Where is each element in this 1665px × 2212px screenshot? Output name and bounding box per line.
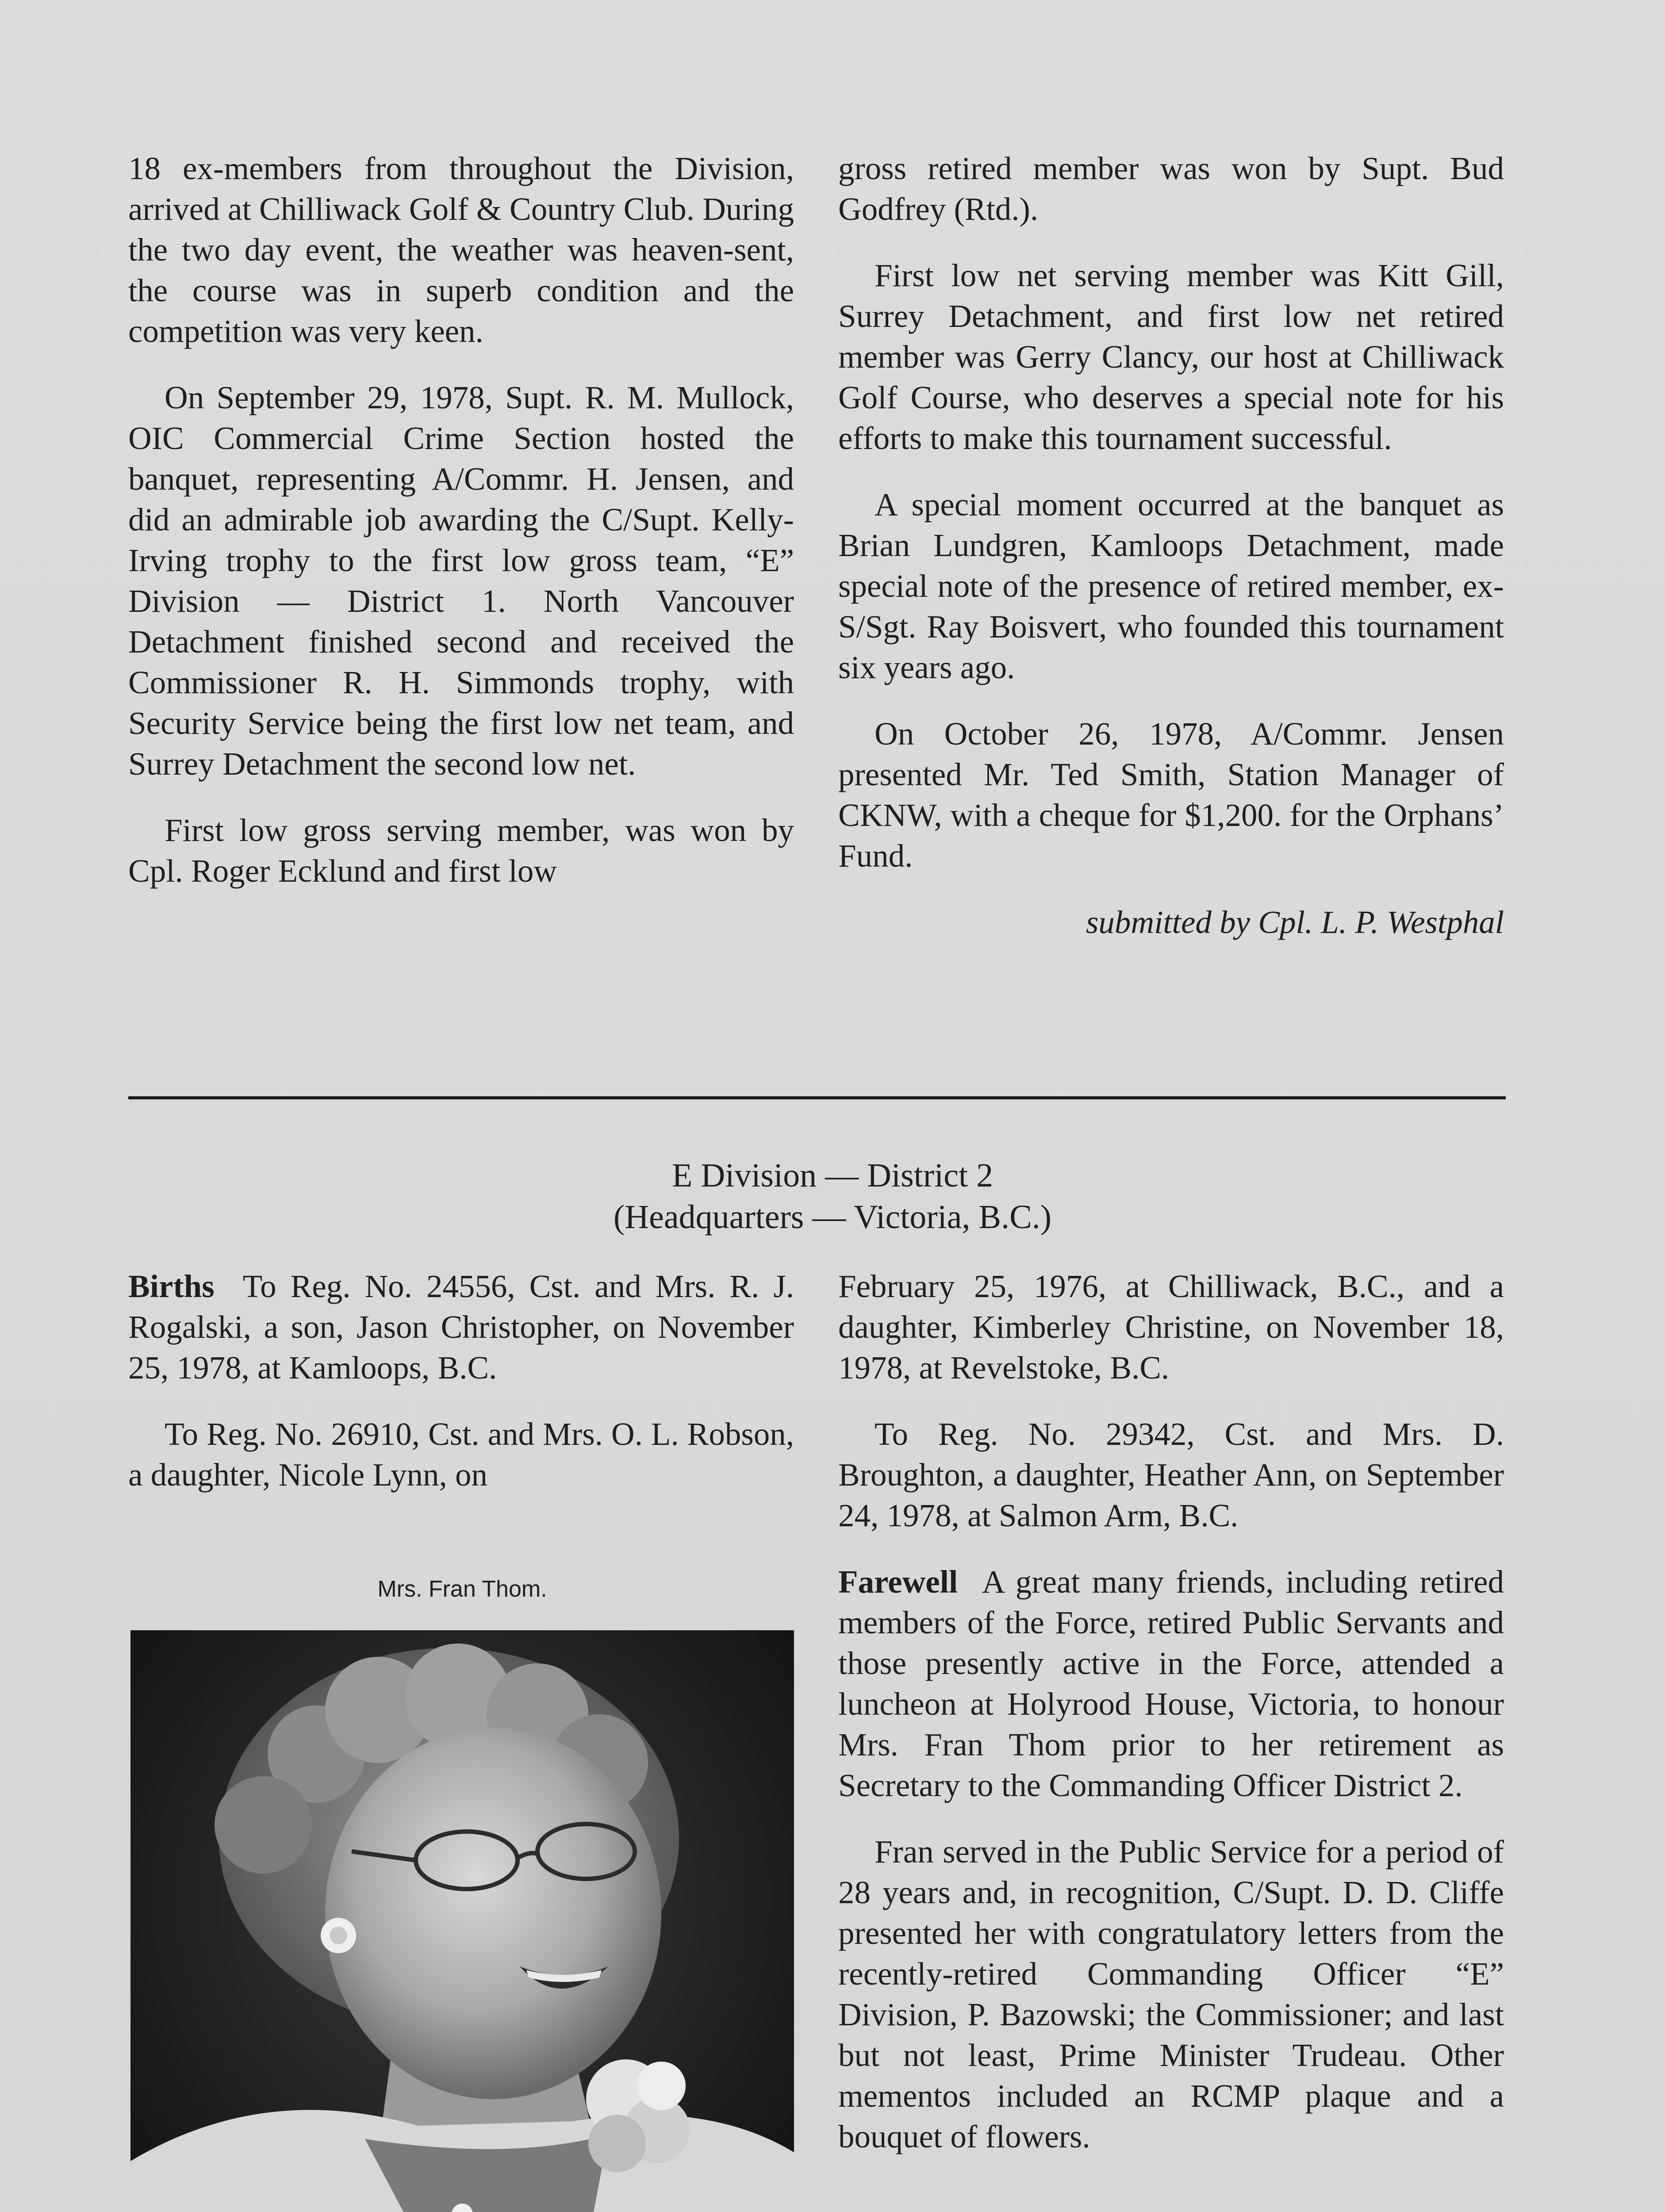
section-divider (128, 1096, 1506, 1099)
top-right-column (838, 148, 1504, 968)
paragraph: On September 29, 1978, Supt. R. M. Mullock, OIC Commercial Crime Section hosted the banquet, representing A/Commr. H. Jensen, and did an admirable job awarding the C/Supt. Kelly-Irving trophy to the first low gross team, “E” Division — District 1. North Vancouver Detachment finished second and received the Commissioner R. H. Simmonds trophy, with Security Service being the first low net team, and Surrey Detachment the second low net. (128, 380, 794, 782)
paragraph: First low gross serving member, was won by Cpl. Roger Ecklund and first low (128, 812, 794, 889)
farewell-paragraph (838, 1562, 1504, 1806)
farewell-text: A great many friends, including retired members of the Force, retired Public Servants and those presently active in the Force, attended a luncheon at Holyrood House, Victoria, to honour Mrs. Fran Thom prior to her retirement as Secretary to the Commanding Officer District 2. (838, 1564, 1504, 1803)
births-left-column (128, 1266, 794, 1521)
section-subtitle: (Headquarters — Victoria, B.C.) (613, 1198, 1052, 1236)
section-title: E Division — District 2 (671, 1157, 994, 1194)
births-label: Births (128, 1268, 215, 1304)
paragraph: To Reg. No. 26910, Cst. and Mrs. O. L. Robson, a daughter, Nicole Lynn, on (128, 1416, 794, 1493)
paragraph: 18 ex-members from throughout the Division, arrived at Chilliwack Golf & Country Club. During the two day event, the weather was heaven-sent, the course was in superb condition and the competition was very keen. (128, 150, 794, 349)
paragraph: gross retired member was won by Supt. Bud Godfrey (Rtd.). (838, 150, 1504, 227)
portrait-illustration (130, 1630, 794, 2212)
signature: submitted by Cpl. L. P. Westphal (1086, 904, 1504, 940)
paragraph: A special moment occurred at the banquet as Brian Lundgren, Kamloops Detachment, made special note of the presence of retired member, ex-S/Sgt. Ray Boisvert, who founded this tournament six years ago. (838, 487, 1504, 685)
section-heading (0, 1155, 1665, 1238)
births-paragraph (128, 1266, 794, 1388)
portrait-photo (130, 1630, 794, 2212)
births-text: To Reg. No. 24556, Cst. and Mrs. R. J. Rogalski, a son, Jason Christopher, on November 25, 1978, at Kamloops, B.C. (128, 1268, 794, 1386)
paragraph: Fran served in the Public Service for a period of 28 years and, in recognition, C/Supt. D. D. Cliffe presented her with congratulatory letters from the recently-retired Commanding Officer “E” Division, P. Bazowski; the Commissioner; and last but not least, Prime Minister Trudeau. Other mementos included an RCMP plaque and a bouquet of flowers. (838, 1834, 1504, 2154)
births-right-column (838, 1266, 1504, 2183)
paragraph: First low net serving member was Kitt Gill, Surrey Detachment, and first low net retired member was Gerry Clancy, our host at Chilliwack Golf Course, who deserves a special note for his efforts to make this tournament successful. (838, 257, 1504, 456)
paragraph: To Reg. No. 29342, Cst. and Mrs. D. Broughton, a daughter, Heather Ann, on September 24, 1978, at Salmon Arm, B.C. (838, 1416, 1504, 1533)
paragraph: On October 26, 1978, A/Commr. Jensen presented Mr. Ted Smith, Station Manager of CKNW, with a cheque for $1,200. for the Orphans’ Fund. (838, 716, 1504, 874)
photo-caption: Mrs. Fran Thom. (377, 1576, 547, 1602)
farewell-label: Farewell (838, 1564, 958, 1600)
paragraph: February 25, 1976, at Chilliwack, B.C., and a daughter, Kimberley Christine, on November 18, 1978, at Revelstoke, B.C. (838, 1268, 1504, 1386)
top-left-column (128, 148, 794, 917)
